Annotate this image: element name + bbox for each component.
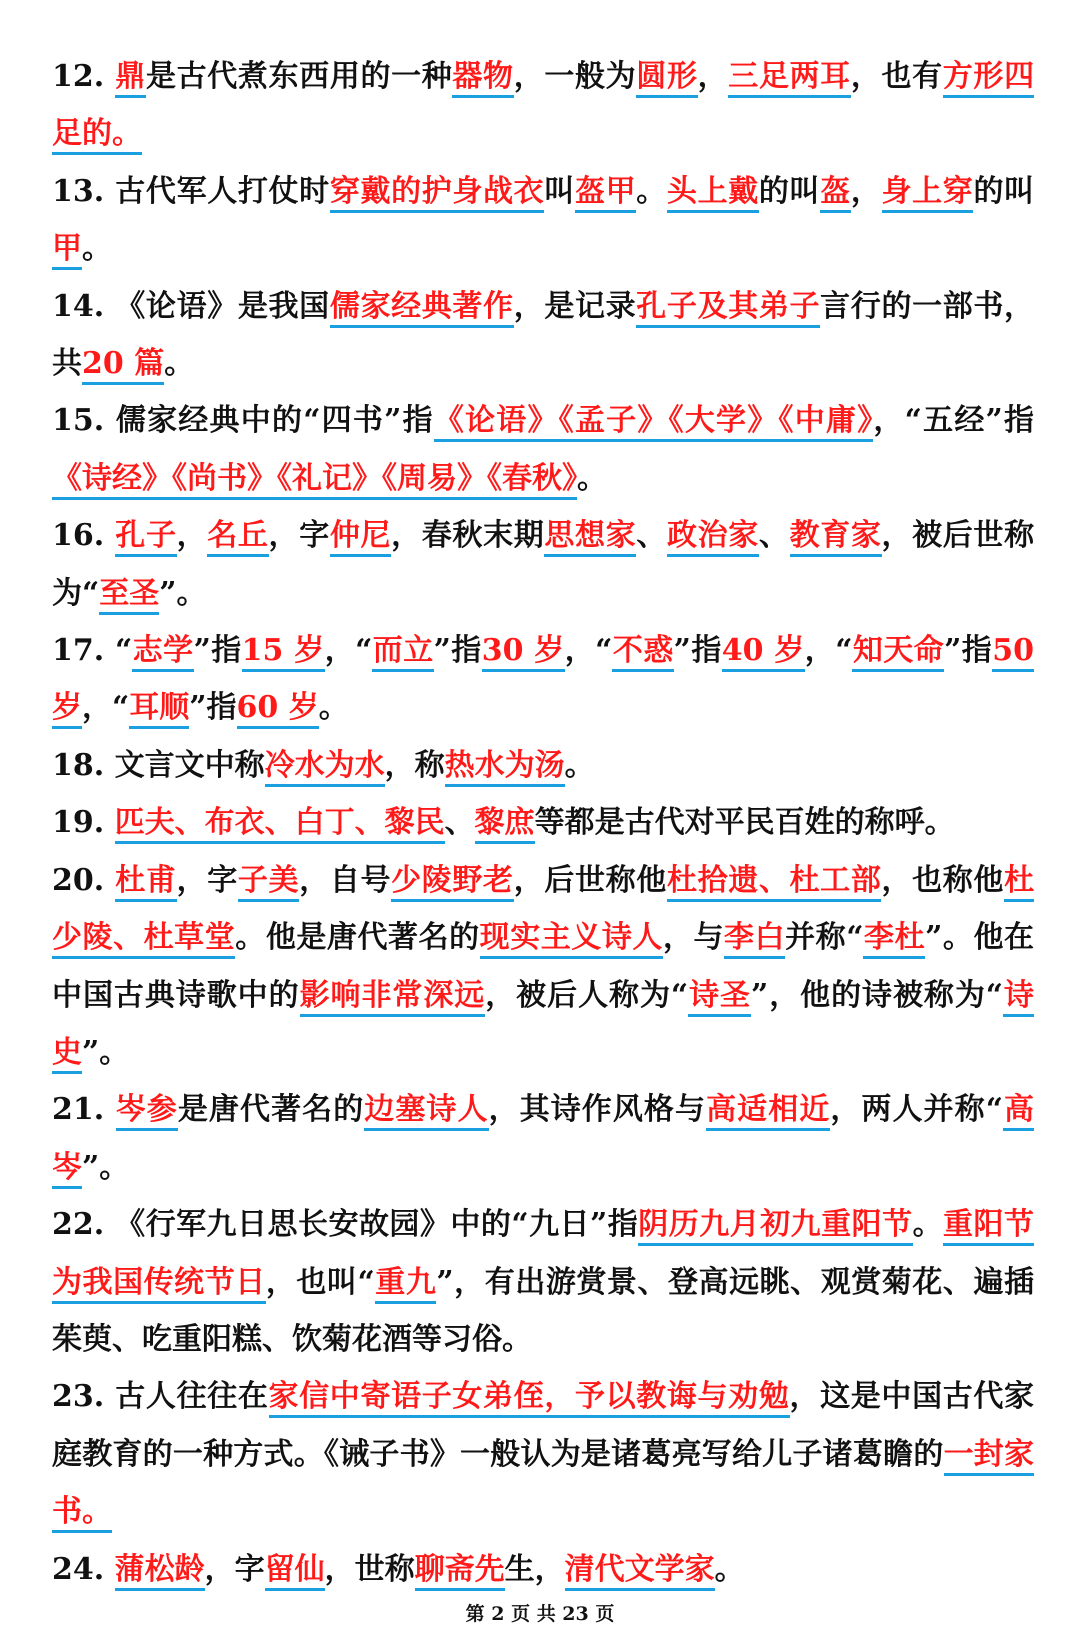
answer-text: 阴历九月初九重阳节 [638,1207,912,1246]
answer-text: 现实主义诗人 [480,920,663,959]
item-text: 等都是古代对平民百姓的称呼。 [534,805,955,841]
item-text: 。 [577,460,607,496]
item-number-text: 22. 《行军九日思长安故园》中的“九日”指 [52,1207,639,1243]
answer-text: 诗圣 [688,978,751,1017]
item-text: ，也称他 [881,862,1005,898]
list-item [52,507,1034,622]
list-item [52,794,1034,851]
answer-text: 不惑 [612,633,673,672]
answer-text: 边塞诗人 [364,1092,488,1131]
item-text: ，字 [268,518,330,554]
answer-text: 名丘 [207,518,268,557]
item-text: 。他是唐代著名的 [235,920,480,956]
answer-text: 知天命 [852,633,944,672]
answer-text: 甲 [52,231,82,270]
answer-text: 清代文学家 [565,1552,715,1591]
answer-text: 蒲松龄 [115,1552,205,1591]
item-text: 。 [636,173,667,209]
answer-text: 杜拾遗、杜工部 [667,863,882,902]
item-text: 。 [164,346,195,382]
answer-text: 40 岁 [722,633,805,672]
item-number-text: 13. 古代军人打仗时 [52,173,330,209]
item-text: 。 [564,747,595,783]
list-item [52,1541,1034,1598]
answer-text: 教育家 [790,518,882,557]
answer-text: 仲尼 [330,518,391,557]
item-text: ”指 [433,633,482,669]
item-text: 生， [504,1551,565,1587]
list-item [52,278,1034,393]
item-number-text: 15. 儒家经典中的“四书”指 [52,403,434,439]
answer-text: 一封家书。 [52,1437,1034,1533]
answer-text: 黎庶 [475,805,535,844]
answer-text: 盔 [820,174,851,213]
answer-text: 孔子 [115,518,176,557]
item-text: ，这是中国古代家庭教育的一种方式。《诫子书》一般认为是诸葛亮写给儿子诸葛瞻的 [52,1379,1035,1472]
item-text: 是唐代著名的 [177,1092,365,1128]
answer-text: 杜少陵、杜草堂 [52,863,1034,959]
answer-text: 子美 [238,863,299,902]
item-text: ， [850,173,882,209]
item-text: ，其诗作风格与 [488,1092,707,1128]
list-item [52,852,1034,1082]
item-text: 言行的一部书，共 [52,288,1035,382]
page-footer: 第 2 页 共 23 页 [465,1603,615,1625]
answer-text: 穿戴的护身战衣 [330,174,545,213]
item-text: ，一般为 [513,59,637,94]
item-text: 。 [318,690,349,726]
answer-text: 身上穿 [882,174,974,213]
answer-text: 思想家 [544,518,636,557]
answer-text: 《诗经》《尚书》《礼记》《周易》《春秋》 [52,461,577,500]
item-text: ”指 [944,633,993,669]
item-number-text: 19. [52,805,115,841]
answer-text: 聊斋先 [415,1552,505,1591]
item-text: ，后世称他 [513,862,667,898]
item-text: ”，有出游赏景、登高远眺、观赏菊花、遍插茱萸、吃重阳糕、饮菊花酒等习俗。 [52,1264,1035,1357]
item-text: 。 [714,1551,745,1587]
item-number-text: 23. 古人往往在 [52,1379,269,1415]
list-item [52,737,1034,794]
item-text: ，字 [176,862,238,898]
item-text: ，与 [662,920,725,956]
item-number-text: 12. [52,59,116,94]
item-text: 的叫 [758,173,821,209]
item-text: 。 [82,231,112,267]
item-text: ”，他的诗被称为“ [751,977,1004,1013]
answer-text: 15 岁 [242,633,325,672]
list-item [52,622,1034,737]
answer-text: 家信中寄语子女弟侄，予以教诲与劝勉 [269,1379,790,1418]
item-text: 是古代煮东西用的一种 [145,59,453,94]
answer-text: 《论语》《孟子》《大学》《中庸》 [434,403,874,442]
item-text: 、 [758,518,790,554]
answer-text: 重九 [375,1265,437,1304]
item-text: 并称“ [785,920,864,956]
item-text: ，称 [384,747,445,783]
answer-text: 三足两耳 [728,59,851,98]
answer-text: 重阳节为我国传统节日 [52,1207,1034,1303]
knowledge-list [52,48,1034,1598]
item-text: ，被后世称为“ [52,518,1035,611]
item-text: 的叫 [973,173,1035,209]
item-text: ，“五经”指 [873,403,1035,439]
answer-text: 而立 [372,633,433,672]
item-number-text: 18. 文言文中称 [52,747,265,783]
answer-text: 匹夫、布衣、白丁、黎民 [115,805,445,844]
item-number-text: 21. [52,1092,116,1128]
item-text: ，也叫“ [265,1264,375,1300]
item-text: ”。 [82,1034,130,1070]
answer-text: 杜甫 [115,863,176,902]
item-text: ，两人并称“ [830,1092,1003,1128]
answer-text: 儒家经典著作 [330,289,514,328]
answer-text: 高岑 [52,1092,1034,1188]
answer-text: 20 篇 [82,346,164,385]
answer-text: 鼎 [115,59,146,98]
item-text: ，世称 [324,1551,415,1587]
answer-text: 30 岁 [482,633,565,672]
item-number-text: 16. [52,518,116,554]
answer-text: 影响非常深远 [300,978,486,1017]
answer-text: 诗史 [52,978,1034,1074]
list-item [52,163,1034,278]
item-text: ，“ [804,633,853,669]
answer-text: 少陵野老 [391,863,514,902]
list-item [52,1368,1034,1540]
item-text: 叫 [544,173,575,209]
answer-text: 至圣 [99,576,159,615]
item-text: ，是记录 [513,288,637,324]
answer-text: 盔甲 [575,174,636,213]
answer-text: 孔子及其弟子 [636,289,820,328]
list-item [52,392,1034,507]
item-number-text: 24. [52,1551,115,1587]
item-text: ，“ [324,633,373,669]
answer-text: 岑参 [116,1092,178,1131]
item-text: ，自号 [299,862,392,898]
answer-text: 50 岁 [52,633,1034,729]
answer-text: 李杜 [863,920,925,959]
answer-text: 志学 [132,633,193,672]
answer-text: 器物 [452,59,513,98]
item-text: ，“ [82,690,130,726]
item-text: ，也有 [850,59,943,94]
item-text: ， [176,518,208,554]
list-item [52,48,1034,163]
item-text: ， [697,59,729,94]
item-number-text: 17. “ [52,633,133,669]
item-text: ，“ [564,633,613,669]
item-text: 、 [444,805,475,841]
item-text: 。 [912,1207,944,1243]
list-item [52,1196,1034,1368]
item-text: ，春秋末期 [391,518,545,554]
answer-text: 耳顺 [129,690,189,729]
answer-text: 60 岁 [237,690,319,729]
answer-text: 圆形 [636,59,697,98]
answer-text: 李白 [724,920,785,959]
answer-text: 留仙 [265,1552,325,1591]
item-text: ”。 [159,575,207,611]
answer-text: 头上戴 [667,174,759,213]
item-number-text: 14. 《论语》是我国 [52,288,330,324]
item-number-text: 20. [52,862,116,898]
item-text: ，字 [204,1551,265,1587]
item-text: ”指 [673,633,722,669]
answer-text: 热水为汤 [445,748,565,787]
item-text: ”指 [189,690,237,726]
answer-text: 高适相近 [706,1092,830,1131]
item-text: ”。 [82,1149,130,1185]
answer-text: 方形四足的。 [52,59,1034,155]
list-item [52,1081,1034,1196]
item-text: ”。他在中国古典诗歌中的 [52,920,1035,1013]
item-text: 、 [636,518,667,554]
answer-text: 冷水为水 [265,748,385,787]
answer-text: 政治家 [667,518,759,557]
item-text: ，被后人称为“ [485,977,689,1013]
item-text: ”指 [193,633,242,669]
